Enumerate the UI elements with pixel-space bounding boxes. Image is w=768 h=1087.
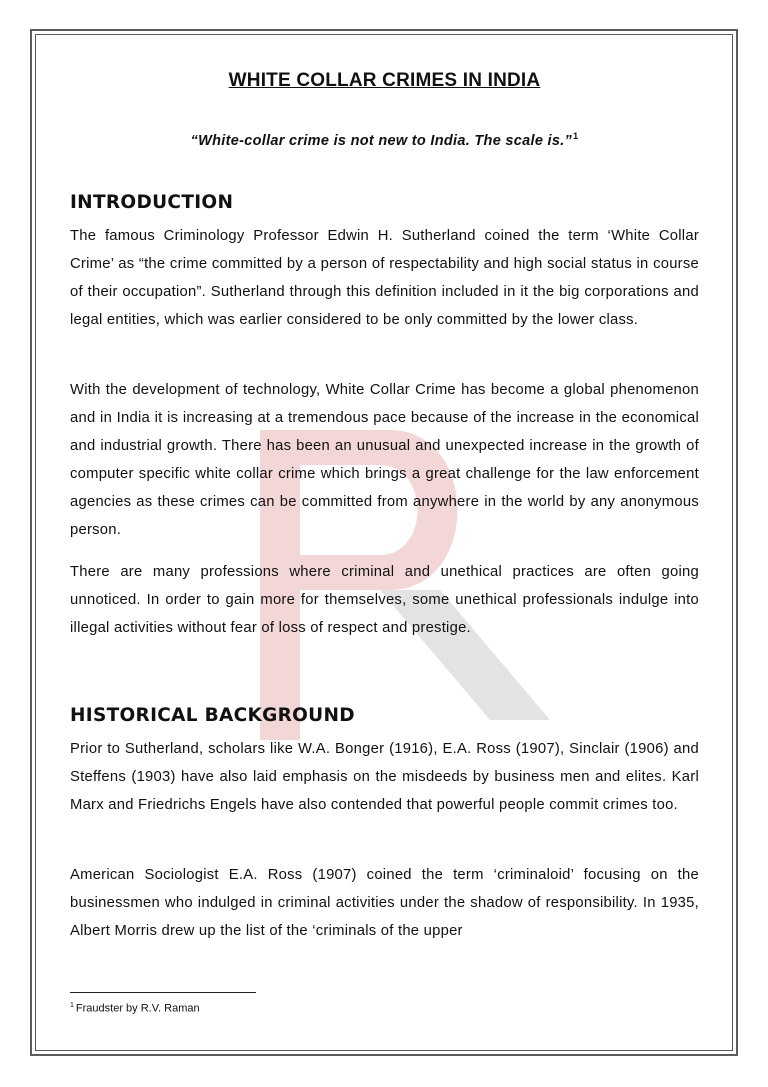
paragraph: With the development of technology, White Collar Crime has become a global phenomenon and in India it is increasing at a tremendous pace because of the increase in the economical and industrial growth. There has been an unusual and unexpected increase in the growth of computer specific white collar crime which brings a great challenge for the law enforcement agencies as these crimes can be committed from anywhere in the world by any anonymous person.	[70, 382, 699, 538]
paragraph: Prior to Sutherland, scholars like W.A. Bonger (1916), E.A. Ross (1907), Sinclair (1906) and Steffens (1903) have also laid emphasis on the misdeeds by business men and elites. Karl Marx and Friedrichs Engels have also contended that powerful people commit crimes too.	[70, 741, 699, 813]
document-title: WHITE COLLAR CRIMES IN INDIA	[228, 70, 541, 91]
section-heading-historical-background: HISTORICAL BACKGROUND	[70, 705, 355, 726]
quote-text: “White-collar crime is not new to India. The scale is.”	[190, 132, 573, 149]
section-heading-introduction: INTRODUCTION	[70, 192, 234, 213]
footnote	[70, 1002, 200, 1015]
epigraph-quote	[70, 131, 699, 149]
paragraph: American Sociologist E.A. Ross (1907) coined the term ‘criminaloid’ focusing on the businessmen who indulged in criminal activities under the shadow of responsibility. In 1935, Albert Morris drew up the list of the ‘criminals of the upper	[70, 867, 699, 939]
footnote-ref: 1	[573, 131, 579, 141]
paragraph: The famous Criminology Professor Edwin H. Sutherland coined the term ‘White Collar Crime’ as “the crime committed by a person of respectability and high social status in course of their occupation”. Sutherland through this definition included in it the big corporations and legal entities, which was earlier considered to be only committed by the lower class.	[70, 228, 699, 328]
footnote-number: 1	[70, 1002, 74, 1009]
footnote-separator	[70, 992, 256, 993]
paragraph: There are many professions where criminal and unethical practices are often going unnoticed. In order to gain more for themselves, some unethical professionals indulge into illegal activities without fear of loss of respect and prestige.	[70, 564, 699, 636]
footnote-text: Fraudster by R.V. Raman	[75, 1002, 200, 1015]
